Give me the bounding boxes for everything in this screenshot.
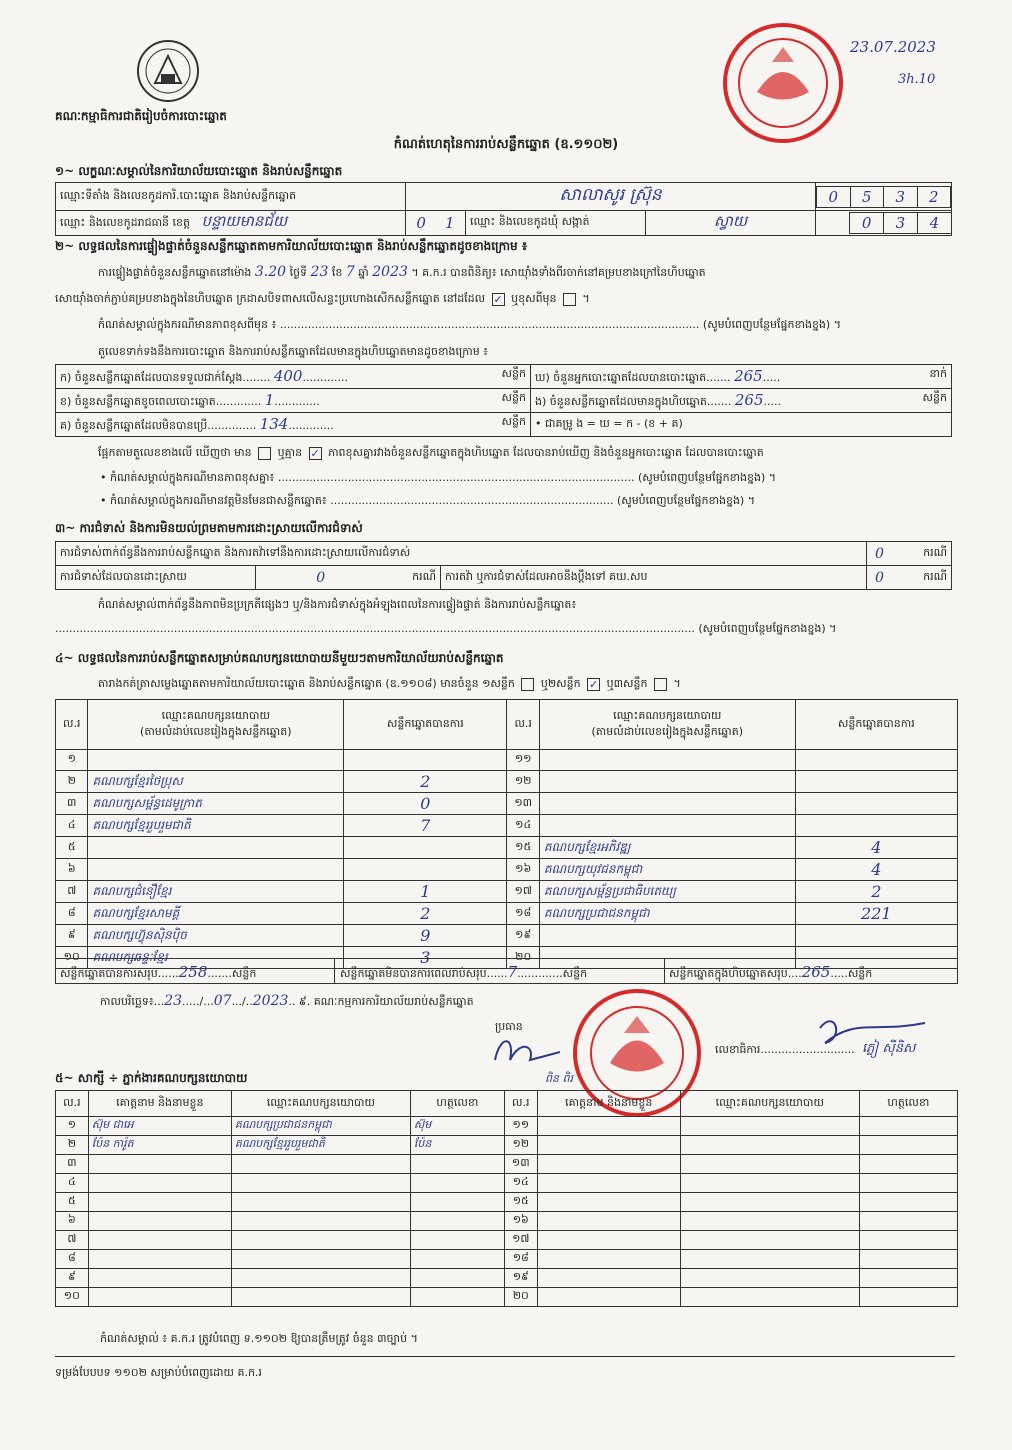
unused-label: គ) ចំនួនសន្លឹកឆ្នោតដែលមិនបានប្រើ	[60, 418, 208, 432]
appeal-label: ការតវ៉ា ឬការជំទាស់ដែលអាចនឹងប្តឹងទៅ គឃ.សប	[441, 566, 867, 590]
chair-name: ពិន ពិរ	[545, 1072, 573, 1085]
party-votes	[344, 837, 507, 859]
row-number: ១៤	[504, 1174, 537, 1193]
party-name	[539, 815, 795, 837]
province-code-digit: 1	[445, 214, 455, 232]
row-number: ៦	[56, 1212, 89, 1231]
total-in-box: សន្លឹកឆ្នោតក្នុងហិបឆ្នោតសរុប....265.....សន្លឹក	[669, 963, 873, 981]
unchanged-checkbox[interactable]: ✓	[493, 292, 503, 306]
row-number: ៧	[56, 881, 88, 903]
verify-day: 23	[310, 264, 329, 280]
irregularities-note: កំណត់សម្គាល់ពាក់ព័ន្ធនឹងភាពមិនប្រក្រតីផ្សេងៗ ឬ/និងការជំទាស់ក្នុងអំឡុងពេលនៃការផ្ទៀងផ្ទាត់ និងការរាប់សន្លឹកឆ្នោត៖	[98, 598, 577, 611]
commune-code-digit: 4	[917, 213, 951, 234]
witness-table: ល.រ គោត្តនាម និងនាមខ្លួន ឈ្មោះគណបក្សនយោបាយ ហត្ថលេខា ល.រ គោត្តនាម និងនាមខ្លួន ឈ្មោះគណបក្សនយោបាយ ហត្ថលេខា ១ ស៊ុម ជាអេ គណបក្សប្រជាជនកម្ពុជា ស៊ុម ១១ ២ ប៉ែន ការ៉ូត គណបក្សខ្មែររួបរួមជាតិ ប៉ែន ១២ ៣ ១៣ ៤ ១៤ ៥ ១៥ ៦ ១៦ ៧ ១៧ ៨ ១៨ ៩ ១៩ ១០ ២០	[55, 1090, 958, 1307]
discrepancy-check-line: ផ្អែកតាមតួលេខខាងលើ ឃើញថា មាន ឬគ្មាន ✓ ភាពខុសគ្នារវាងចំនួនសន្លឹកឆ្នោតក្នុងហិបឆ្នោត ដែលបានរាប់ឃើញ និងចំនួនអ្នកបោះឆ្នោត ដែលបានបោះឆ្នោត	[98, 446, 764, 460]
received-label: ក) ចំនួនសន្លឹកឆ្នោតដែលបានទទួលជាក់ស្តែង	[60, 370, 243, 384]
witness-name: ប៉ែន ការ៉ូត	[88, 1136, 231, 1155]
row-number: ៤	[56, 815, 88, 837]
table-row	[56, 1117, 958, 1136]
witness-signature	[410, 1288, 504, 1307]
row-number: ១០	[56, 947, 88, 969]
witness-signature	[859, 1212, 957, 1231]
party-votes: 2	[795, 881, 957, 903]
table-row	[56, 1250, 958, 1269]
secretary-label: លេខាធិការ...........................	[715, 1043, 855, 1056]
row-number: ១០	[56, 1288, 89, 1307]
party-name: គណបក្សសម្ព័ន្ធដេមូក្រាត	[88, 793, 344, 815]
row-number: ១២	[507, 771, 539, 793]
witness-signature	[410, 1250, 504, 1269]
row-number: ២	[56, 771, 88, 793]
row-number: ១៧	[504, 1231, 537, 1250]
row-number: ១៩	[504, 1269, 537, 1288]
official-stamp-icon	[722, 22, 844, 144]
table-row	[56, 881, 958, 903]
objections-table: ការជំទាស់ពាក់ព័ន្ធនឹងការរាប់សន្លឹកឆ្នោត និងការតវ៉ាទៅនឹងការដោះស្រាយលើការជំទាស់ 0 ករណី ការជំទាស់ដែលបានដោះស្រាយ 0 ករណី ការតវ៉ា ឬការជំទាស់ដែលអាចនឹងប្តឹងទៅ គឃ.សប 0 ករណី	[55, 541, 952, 590]
table-row	[56, 1212, 958, 1231]
resolved-label: ការជំទាស់ដែលបានដោះស្រាយ	[56, 566, 256, 590]
row-number: ២០	[504, 1288, 537, 1307]
table-row	[56, 1231, 958, 1250]
table-row	[56, 925, 958, 947]
table-row	[56, 793, 958, 815]
chair-label: ប្រធាន	[495, 1020, 523, 1033]
row-number: ៨	[56, 903, 88, 925]
party-votes: 7	[344, 815, 507, 837]
witness-party	[231, 1231, 410, 1250]
office-code-digit: 5	[850, 186, 884, 207]
objection-value: 0	[867, 542, 892, 566]
row-number: ១១	[507, 750, 539, 771]
footnote: កំណត់សម្គាល់ ៖ គ.ក.រ ត្រូវបំពេញ ទ.១១០២ ឱ្យបានត្រឹមត្រូវ ចំនួន ៣ច្បាប់ ។	[100, 1332, 418, 1345]
row-number: ១៨	[507, 903, 539, 925]
row-number: ៧	[56, 1231, 89, 1250]
section-4-heading: ៤~ លទ្ធផលនៃការរាប់សន្លឹកឆ្នោតសម្រាប់គណបក្សនយោបាយនីមួយៗតាមការិយាល័យរាប់សន្លឹកឆ្នោត	[55, 651, 504, 665]
counts-intro: តួលេខទាក់ទងនឹងការបោះឆ្នោត និងការរាប់សន្លឹកឆ្នោតដែលមានក្នុងហិបឆ្នោតមានដូចខាងក្រោម ៖	[98, 345, 489, 358]
row-number: ១៤	[507, 815, 539, 837]
party-votes: 221	[795, 903, 957, 925]
table-row	[56, 815, 958, 837]
party-votes: 4	[795, 859, 957, 881]
party-name: គណបក្សឆន្ទៈខ្មែរ	[88, 947, 344, 969]
witness-signature	[859, 1193, 957, 1212]
witness-signature	[859, 1155, 957, 1174]
province-value: បន្ទាយមានជ័យ	[201, 212, 288, 230]
station-id-table	[55, 182, 952, 236]
section-2-heading: ២~ លទ្ធផលនៃការផ្ទៀងផ្ទាត់ចំនួនសន្លឹកឆ្នោតតាមការិយាល័យបោះឆ្នោត និងរាប់សន្លឹកឆ្នោតដូចខាងក្រោម ៖	[55, 239, 528, 253]
section-5-heading: ៥~ សាក្សី ÷ ភ្នាក់ងារគណបក្សនយោបាយ	[55, 1071, 248, 1085]
party-name: គណបក្សខ្មែរថៃប្រុស	[88, 771, 344, 793]
witness-party	[680, 1288, 859, 1307]
three-sheets-checkbox[interactable]	[654, 678, 667, 691]
witness-name	[88, 1193, 231, 1212]
row-number: ៥	[56, 1193, 89, 1212]
total-invalid: សន្លឹកឆ្នោតមិនបានការពេលរាប់សរុប......7.............សន្លឹក	[340, 963, 588, 981]
witness-signature	[859, 1250, 957, 1269]
table-row	[56, 1269, 958, 1288]
row-number: ១៥	[504, 1193, 537, 1212]
form-note: ទម្រង់បែបបទ ១១០២ សម្រាប់បំពេញដោយ គ.ក.រ	[55, 1366, 262, 1379]
difference-note: កំណត់សម្គាល់ក្នុងករណីមានភាពខុសពីមុន ៖ ........................................................................................................................ (សូមបំពេញបន្ថែមផ្នែកខាងខ្នង) ។	[98, 318, 841, 331]
witness-party	[231, 1250, 410, 1269]
commune-value: ស្វាយ	[646, 211, 816, 236]
witness-name	[88, 1212, 231, 1231]
witness-party	[231, 1269, 410, 1288]
secretary-name: ភ្លៀ ស៊ីនិស	[862, 1041, 916, 1056]
table-row	[56, 1193, 958, 1212]
receipt-time: 3h.10	[898, 72, 936, 87]
party-name: គណបក្សខ្មែរអភិវឌ្ឍ	[539, 837, 795, 859]
province-code-digit: 0	[416, 214, 426, 232]
table-row	[56, 1136, 958, 1155]
signing-date: កាលបរិច្ឆេទ៖...23...../...07.../..2023.. ៩. គណៈកម្មការការិយាល័យរាប់សន្លឹកឆ្នោត	[100, 993, 474, 1009]
party-votes	[795, 793, 957, 815]
witness-party	[680, 1212, 859, 1231]
witness-name	[537, 1250, 680, 1269]
row-number: ១៨	[504, 1250, 537, 1269]
witness-name	[537, 1212, 680, 1231]
changed-checkbox[interactable]	[563, 293, 576, 306]
witness-party	[680, 1136, 859, 1155]
row-number: ២០	[507, 947, 539, 969]
party-votes: 2	[344, 771, 507, 793]
party-votes	[795, 750, 957, 771]
witness-party	[680, 1269, 859, 1288]
witness-signature	[859, 1288, 957, 1307]
witness-party	[680, 1117, 859, 1136]
witness-name	[88, 1269, 231, 1288]
witness-signature	[859, 1269, 957, 1288]
witness-party	[231, 1193, 410, 1212]
one-sheet-checkbox[interactable]	[521, 678, 534, 691]
witness-party	[680, 1231, 859, 1250]
row-number: ១៥	[507, 837, 539, 859]
formula: • ជាគម្រូ ង = ឃ = ក - (ខ + គ)	[531, 413, 952, 437]
row-number: ៨	[56, 1250, 89, 1269]
witness-signature: ស៊ុម	[410, 1117, 504, 1136]
witness-name	[537, 1174, 680, 1193]
office-value: សាលាសូរ ស្រ៊ុន	[406, 183, 816, 211]
commune-code-digit: 3	[884, 213, 918, 234]
party-votes	[795, 925, 957, 947]
appeal-value: 0	[867, 566, 892, 590]
party-name	[539, 750, 795, 771]
section-1-heading: ១~ លក្ខណៈសម្គាល់នៃការិយាល័យបោះឆ្នោត និងរាប់សន្លឹកឆ្នោត	[55, 164, 343, 178]
spoiled-label: ខ) ចំនួនសន្លឹកឆ្នោតខូចពេលបោះឆ្នោត	[60, 394, 216, 408]
witness-name	[537, 1231, 680, 1250]
spoiled-value: 1	[264, 390, 275, 409]
witness-signature	[410, 1193, 504, 1212]
row-number: ៣	[56, 793, 88, 815]
row-number: ១៩	[507, 925, 539, 947]
row-number: ១៣	[504, 1155, 537, 1174]
office-code-digit: 3	[884, 186, 918, 207]
resolved-value: 0	[256, 566, 386, 590]
witness-party	[680, 1193, 859, 1212]
witness-name	[88, 1231, 231, 1250]
commune-code-digit: 0	[850, 213, 884, 234]
voted-label: ឃ) ចំនួនអ្នកបោះឆ្នោតដែលបានបោះឆ្នោត	[535, 370, 707, 384]
party-votes	[795, 771, 957, 793]
row-number: ៩	[56, 1269, 89, 1288]
commune-label: ឈ្មោះ និងលេខកូដឃុំ សង្កាត់	[466, 211, 646, 236]
no-discrepancy-checkbox[interactable]: ✓	[310, 446, 320, 460]
ballot-count-form: គណៈកម្មាធិការជាតិរៀបចំការបោះឆ្នោត 23.07.2023 3h.10 កំណត់ហេតុនៃការរាប់សន្លឹកឆ្នោត (ឧ.១១០២) ១~ លក្ខណៈសម្គាល់នៃការិយាល័យបោះឆ្នោត និងរាប់សន្លឹកឆ្នោត ឈ្មោះទីតាំង និងលេខកូដការិ.បោះឆ្នោត និងរាប់សន្លឹកឆ្នោត សាលាសូរ ស្រ៊ុន 0 5 3 2 ឈ្មោះ និងលេខកូដរាជធានី ខេត្ត បន្ទាយមានជ័យ 0 1 ឈ្មោះ និងលេខកូដឃុំ សង្កាត់ ស្វាយ 0 3 4 ២~ លទ្ធផលនៃការផ្ទៀងផ្ទាត់ចំនួនសន្លឹកឆ្នោតតាមការិយាល័យបោះឆ្នោត និងរាប់សន្លឹកឆ្នោតដូចខាងក្រោម ៖ ការផ្ទៀងផ្ទាត់ចំនួនសន្លឹកឆ្នោតនៅម៉ោង 3.20 ថ្ងៃទី 23 ខែ 7 ឆ្នាំ 2023 ។ គ.ក.រ បានពិនិត្យ៖ សោយ៉ាំងទាំងពីរចាក់នៅគម្របខាងក្រៅនៃហិបឆ្នោត សោយ៉ាំងចាក់ភ្ជាប់គម្របខាងក្នុងនៃហិបឆ្នោត ក្រដាសបិទពាសលើសន្ទះប្រហោងសើកសន្លឹកឆ្នោត នៅដដែល ✓ ឬខុសពីមុន ។ កំណត់សម្គាល់ក្នុងករណីមានភាពខុសពីមុន ៖ ........................................................................................................................ (សូមបំពេញបន្ថែមផ្នែកខាងខ្នង) ។ តួលេខទាក់ទងនឹងការបោះឆ្នោត និងការរាប់សន្លឹកឆ្នោតដែលមានក្នុងហិបឆ្នោតមានដូចខាងក្រោម ៖ ក) ចំនួនសន្លឹកឆ្នោតដែលបានទទួលជាក់ស្តែង........ 400............. សន្លឹក ឃ) ចំនួនអ្នកបោះឆ្នោតដែលបានបោះឆ្នោត....... 265..... នាក់ ខ) ចំនួនសន្លឹកឆ្នោតខូចពេលបោះឆ្នោត............. 1............. សន្លឹក ង) ចំនួនសន្លឹកឆ្នោតដែលមានក្នុងហិបឆ្នោត....... 265..... សន្លឹក គ) ចំនួនសន្លឹកឆ្នោតដែលមិនបានប្រើ.............. 134............. សន្លឹក • ជាគម្រូ ង = ឃ = ក - (ខ + គ) ផ្អែកតាមតួលេខខាងលើ ឃើញថា មាន ឬគ្មាន ✓ ភាពខុសគ្នារវាងចំនួនសន្លឹកឆ្នោតក្នុងហិបឆ្នោត ដែលបានរាប់ឃើញ និងចំនួនអ្នកបោះឆ្នោត ដែលបានបោះឆ្នោត • កំណត់សម្គាល់ក្នុងករណីមានភាពខុសគ្នា៖ ...................................................................................................... (សូមបំពេញបន្ថែមផ្នែកខាងខ្នង) ។ • កំណត់សម្គាល់ក្នុងករណីមានវត្តមិនមែនជាសន្លឹកឆ្នោត៖ ................................................................................. (សូមបំពេញបន្ថែមផ្នែកខាងខ្នង) ។ ៣~ ការជំទាស់ និងការមិនយល់ព្រមតាមការដោះស្រាយលើការជំទាស់ ការជំទាស់ពាក់ព័ន្ធនឹងការរាប់សន្លឹកឆ្នោត និងការតវ៉ាទៅនឹងការដោះស្រាយលើការជំទាស់ 0 ករណី ការជំទាស់ដែលបានដោះស្រាយ 0 ករណី ការតវ៉ា ឬការជំទាស់ដែលអាចនឹងប្តឹងទៅ គឃ.សប 0 ករណី កំណត់សម្គាល់ពាក់ព័ន្ធនឹងភាពមិនប្រក្រតីផ្សេងៗ ឬ/និងការជំទាស់ក្នុងអំឡុងពេលនៃការផ្ទៀងផ្ទាត់ និងការរាប់សន្លឹកឆ្នោត៖ ....................................................................................................................................................................................... (សូមបំពេញបន្ថែមផ្នែកខាងខ្នង) ។ ៤~ លទ្ធផលនៃការរាប់សន្លឹកឆ្នោតសម្រាប់គណបក្សនយោបាយនីមួយៗតាមការិយាល័យរាប់សន្លឹកឆ្នោត តារាងកត់ត្រាសម្លេងឆ្នោតតាមការិយាល័យបោះឆ្នោត និងរាប់សន្លឹកឆ្នោត (ឧ.១១០៨) មានចំនួន ១សន្លឹក ឬ២សន្លឹក ✓ ឬ៣សន្លឹក ។ ល.រ ឈ្មោះគណបក្សនយោបាយ (តាមលំដាប់លេខរៀងក្នុងសន្លឹកឆ្នោត) សន្លឹកឆ្នោតបានការ ល.រ ឈ្មោះគណបក្សនយោបាយ (តាមលំដាប់លេខរៀងក្នុងសន្លឹកឆ្នោត) សន្លឹកឆ្នោតបានការ ១ ១១ ២ គណបក្សខ្មែរថៃប្រុស 2 ១២ ៣ គណបក្សសម្ព័ន្ធដេមូក្រាត 0 ១៣ ៤ គណបក្សខ្មែររួបរួមជាតិ 7 ១៤ ៥ ១៥ គណបក្សខ្មែរអភិវឌ្ឍ 4 ៦ ១៦ គណបក្សយុវជនកម្ពុជា 4 ៧ គណបក្សជំនឿខ្មែរ 1 ១៧ គណបក្សសម្ព័ន្ធប្រជាធិបតេយ្យ 2 ៨ គណបក្សខ្មែរសាមគ្គី 2 ១៨ គណបក្សប្រជាជនកម្ពុជា 221 ៩ គណបក្សហ៊្វុនស៊ិនប៉ិច 9 ១៩ ១០ គណបក្សឆន្ទៈខ្មែរ 3 ២០ សន្លឹកឆ្នោតបានការសរុប......258.......សន្លឹក សន្លឹកឆ្នោតមិនបានការពេលរាប់សរុប......7.............សន្លឹក សន្លឹកឆ្នោតក្នុងហិបឆ្នោតសរុប....265.....សន្លឹក កាលបរិច្ឆេទ៖...23...../...07.../..2023.. ៩. គណៈកម្មការការិយាល័យរាប់សន្លឹកឆ្នោត ប្រធាន ពិន ពិរ លេខាធិការ........................... ភ្លៀ ស៊ីនិស ៥~ សាក្សី ÷ ភ្នាក់ងារគណបក្សនយោបាយ ល.រ គោត្តនាម និងនាមខ្លួន ឈ្មោះគណបក្សនយោបាយ ហត្ថលេខា ល.រ គោត្តនាម និងនាមខ្លួន ឈ្មោះគណបក្សនយោបាយ ហត្ថលេខា ១ ស៊ុម ជាអេ គណបក្សប្រជាជនកម្ពុជា ស៊ុម ១១ ២ ប៉ែន ការ៉ូត គណបក្សខ្មែររួបរួមជាតិ ប៉ែន ១២ ៣ ១៣ ៤ ១៤ ៥ ១៥ ៦ ១៦ ៧ ១៧ ៨ ១៨ ៩ ១៩ ១០ ២០ កំណត់សម្គាល់ ៖ គ.ក.រ ត្រូវបំពេញ ទ.១១០២ ឱ្យបានត្រឹមត្រូវ ចំនួន ៣ច្បាប់ ។ ទម្រង់បែបបទ ១១០២ សម្រាប់បំពេញដោយ គ.ក.រ	[0, 0, 1012, 1450]
party-name: គណបក្សយុវជនកម្ពុជា	[539, 859, 795, 881]
row-number: ១	[56, 750, 88, 771]
witness-signature	[859, 1117, 957, 1136]
in-box-value: 265	[734, 390, 764, 409]
witness-signature	[859, 1136, 957, 1155]
witness-signature: ប៉ែន	[410, 1136, 504, 1155]
witness-name	[537, 1193, 680, 1212]
party-name	[539, 793, 795, 815]
party-name: គណបក្សជំនឿខ្មែរ	[88, 881, 344, 903]
party-name: គណបក្សសម្ព័ន្ធប្រជាធិបតេយ្យ	[539, 881, 795, 903]
row-number: ១៧	[507, 881, 539, 903]
verify-month: 7	[345, 264, 355, 280]
party-votes	[344, 750, 507, 771]
witness-name	[88, 1250, 231, 1269]
party-name	[88, 859, 344, 881]
witness-name	[537, 1269, 680, 1288]
witness-signature	[859, 1231, 957, 1250]
party-votes: 2	[344, 903, 507, 925]
bullet-note-2: • កំណត់សម្គាល់ក្នុងករណីមានវត្តមិនមែនជាសន្លឹកឆ្នោត៖ ................................................................................. (សូមបំពេញបន្ថែមផ្នែកខាងខ្នង) ។	[100, 494, 755, 507]
row-number: ៩	[56, 925, 88, 947]
objection-label: ការជំទាស់ពាក់ព័ន្ធនឹងការរាប់សន្លឹកឆ្នោត និងការតវ៉ាទៅនឹងការដោះស្រាយលើការជំទាស់	[56, 542, 867, 566]
witness-party	[231, 1288, 410, 1307]
witness-party	[231, 1174, 410, 1193]
witness-signature	[859, 1174, 957, 1193]
unused-value: 134	[259, 414, 289, 433]
witness-name	[88, 1174, 231, 1193]
in-box-label: ង) ចំនួនសន្លឹកឆ្នោតដែលមានក្នុងហិបឆ្នោត	[535, 394, 707, 408]
bullet-note-1: • កំណត់សម្គាល់ក្នុងករណីមានភាពខុសគ្នា៖ ...................................................................................................... (សូមបំពេញបន្ថែមផ្នែកខាងខ្នង) ។	[100, 471, 777, 484]
row-number: ១៦	[504, 1212, 537, 1231]
witness-name	[537, 1155, 680, 1174]
row-number: ៥	[56, 837, 88, 859]
party-name	[88, 750, 344, 771]
verify-year: 2023	[372, 264, 408, 280]
witness-party	[231, 1155, 410, 1174]
verification-line-1: ការផ្ទៀងផ្ទាត់ចំនួនសន្លឹកឆ្នោតនៅម៉ោង 3.20 ថ្ងៃទី 23 ខែ 7 ឆ្នាំ 2023 ។ គ.ក.រ បានពិនិត្យ៖ សោយ៉ាំងទាំងពីរចាក់នៅគម្របខាងក្រៅនៃហិបឆ្នោត	[98, 264, 706, 280]
table-row	[56, 1288, 958, 1307]
party-name	[539, 925, 795, 947]
table-row	[56, 1174, 958, 1193]
verify-time: 3.20	[254, 264, 287, 280]
party-votes: 9	[344, 925, 507, 947]
voted-value: 265	[734, 366, 763, 385]
two-sheets-checkbox[interactable]: ✓	[589, 677, 599, 691]
table-row	[56, 1155, 958, 1174]
chair-signature-icon	[490, 1030, 570, 1070]
row-number: ១៦	[507, 859, 539, 881]
witness-signature	[410, 1269, 504, 1288]
office-label: ឈ្មោះទីតាំង និងលេខកូដការិ.បោះឆ្នោត និងរាប់សន្លឹកឆ្នោត	[56, 183, 406, 211]
form-title: កំណត់ហេតុនៃការរាប់សន្លឹកឆ្នោត (ឧ.១១០២)	[393, 137, 619, 152]
nec-logo-icon	[135, 38, 201, 104]
ballot-counts-table: ក) ចំនួនសន្លឹកឆ្នោតដែលបានទទួលជាក់ស្តែង........ 400............. សន្លឹក ឃ) ចំនួនអ្នកបោះឆ្នោតដែលបានបោះឆ្នោត....... 265..... នាក់ ខ) ចំនួនសន្លឹកឆ្នោតខូចពេលបោះឆ្នោត............. 1............. សន្លឹក ង) ចំនួនសន្លឹកឆ្នោតដែលមានក្នុងហិបឆ្នោត....... 265..... សន្លឹក គ) ចំនួនសន្លឹកឆ្នោតដែលមិនបានប្រើ.............. 134............. សន្លឹក • ជាគម្រូ ង = ឃ = ក - (ខ + គ)	[55, 364, 952, 437]
witness-party: គណបក្សខ្មែររួបរួមជាតិ	[231, 1136, 410, 1155]
office-code-digit: 2	[917, 186, 951, 207]
table-row	[56, 903, 958, 925]
party-votes: 3	[344, 947, 507, 969]
row-number: ៦	[56, 859, 88, 881]
witness-signature	[410, 1174, 504, 1193]
party-name: គណបក្សហ៊្វុនស៊ិនប៉ិច	[88, 925, 344, 947]
row-number: ២	[56, 1136, 89, 1155]
verification-line-2: សោយ៉ាំងចាក់ភ្ជាប់គម្របខាងក្នុងនៃហិបឆ្នោត ក្រដាសបិទពាសលើសន្ទះប្រហោងសើកសន្លឹកឆ្នោត នៅដដែល ✓ ឬខុសពីមុន ។	[55, 292, 590, 306]
witness-name: ស៊ុម ជាអេ	[88, 1117, 231, 1136]
witness-name	[537, 1288, 680, 1307]
witness-signature	[410, 1231, 504, 1250]
witness-name	[537, 1136, 680, 1155]
party-name: គណបក្សខ្មែររួបរួមជាតិ	[88, 815, 344, 837]
has-discrepancy-checkbox[interactable]	[258, 447, 271, 460]
party-votes: 4	[795, 837, 957, 859]
witness-party: គណបក្សប្រជាជនកម្ពុជា	[231, 1117, 410, 1136]
org-name: គណៈកម្មាធិការជាតិរៀបចំការបោះឆ្នោត	[55, 109, 227, 123]
party-name: គណបក្សប្រជាជនកម្ពុជា	[539, 903, 795, 925]
witness-signature	[410, 1155, 504, 1174]
party-votes: 0	[344, 793, 507, 815]
table-row	[56, 859, 958, 881]
office-code-digit: 0	[817, 186, 851, 207]
party-name: គណបក្សខ្មែរសាមគ្គី	[88, 903, 344, 925]
witness-name	[537, 1117, 680, 1136]
party-votes	[344, 859, 507, 881]
party-votes	[795, 815, 957, 837]
row-number: ១២	[504, 1136, 537, 1155]
received-value: 400	[273, 366, 303, 385]
table-row	[56, 750, 958, 771]
witness-party	[680, 1250, 859, 1269]
row-number: ៤	[56, 1174, 89, 1193]
witness-name	[88, 1288, 231, 1307]
witness-party	[680, 1155, 859, 1174]
row-number: ៣	[56, 1155, 89, 1174]
section-3-heading: ៣~ ការជំទាស់ និងការមិនយល់ព្រមតាមការដោះស្រាយលើការជំទាស់	[55, 521, 363, 535]
witness-party	[680, 1174, 859, 1193]
witness-party	[231, 1212, 410, 1231]
party-results-table: ល.រ ឈ្មោះគណបក្សនយោបាយ (តាមលំដាប់លេខរៀងក្នុងសន្លឹកឆ្នោត) សន្លឹកឆ្នោតបានការ ល.រ ឈ្មោះគណបក្សនយោបាយ (តាមលំដាប់លេខរៀងក្នុងសន្លឹកឆ្នោត) សន្លឹកឆ្នោតបានការ ១ ១១ ២ គណបក្សខ្មែរថៃប្រុស 2 ១២ ៣ គណបក្សសម្ព័ន្ធដេមូក្រាត 0 ១៣ ៤ គណបក្សខ្មែររួបរួមជាតិ 7 ១៤ ៥ ១៥ គណបក្សខ្មែរអភិវឌ្ឍ 4 ៦ ១៦ គណបក្សយុវជនកម្ពុជា 4 ៧ គណបក្សជំនឿខ្មែរ 1 ១៧ គណបក្សសម្ព័ន្ធប្រជាធិបតេយ្យ 2 ៨ គណបក្សខ្មែរសាមគ្គី 2 ១៨ គណបក្សប្រជាជនកម្ពុជា 221 ៩ គណបក្សហ៊្វុនស៊ិនប៉ិច 9 ១៩ ១០ គណបក្សឆន្ទៈខ្មែរ 3 ២០	[55, 699, 958, 969]
total-valid: សន្លឹកឆ្នោតបានការសរុប......258.......សន្លឹក	[60, 963, 257, 981]
row-number: ១១	[504, 1117, 537, 1136]
province-label: ឈ្មោះ និងលេខកូដរាជធានី ខេត្ត	[60, 216, 190, 229]
party-votes: 1	[344, 881, 507, 903]
row-number: ១៣	[507, 793, 539, 815]
table-row	[56, 837, 958, 859]
party-name	[88, 837, 344, 859]
receipt-date: 23.07.2023	[850, 38, 936, 56]
party-name	[539, 771, 795, 793]
table-row	[56, 771, 958, 793]
witness-name	[88, 1155, 231, 1174]
tally-sheets-line: តារាងកត់ត្រាសម្លេងឆ្នោតតាមការិយាល័យបោះឆ្នោត និងរាប់សន្លឹកឆ្នោត (ឧ.១១០៨) មានចំនួន ១សន្លឹក ឬ២សន្លឹក ✓ ឬ៣សន្លឹក ។	[98, 677, 681, 691]
row-number: ១	[56, 1117, 89, 1136]
witness-signature	[410, 1212, 504, 1231]
